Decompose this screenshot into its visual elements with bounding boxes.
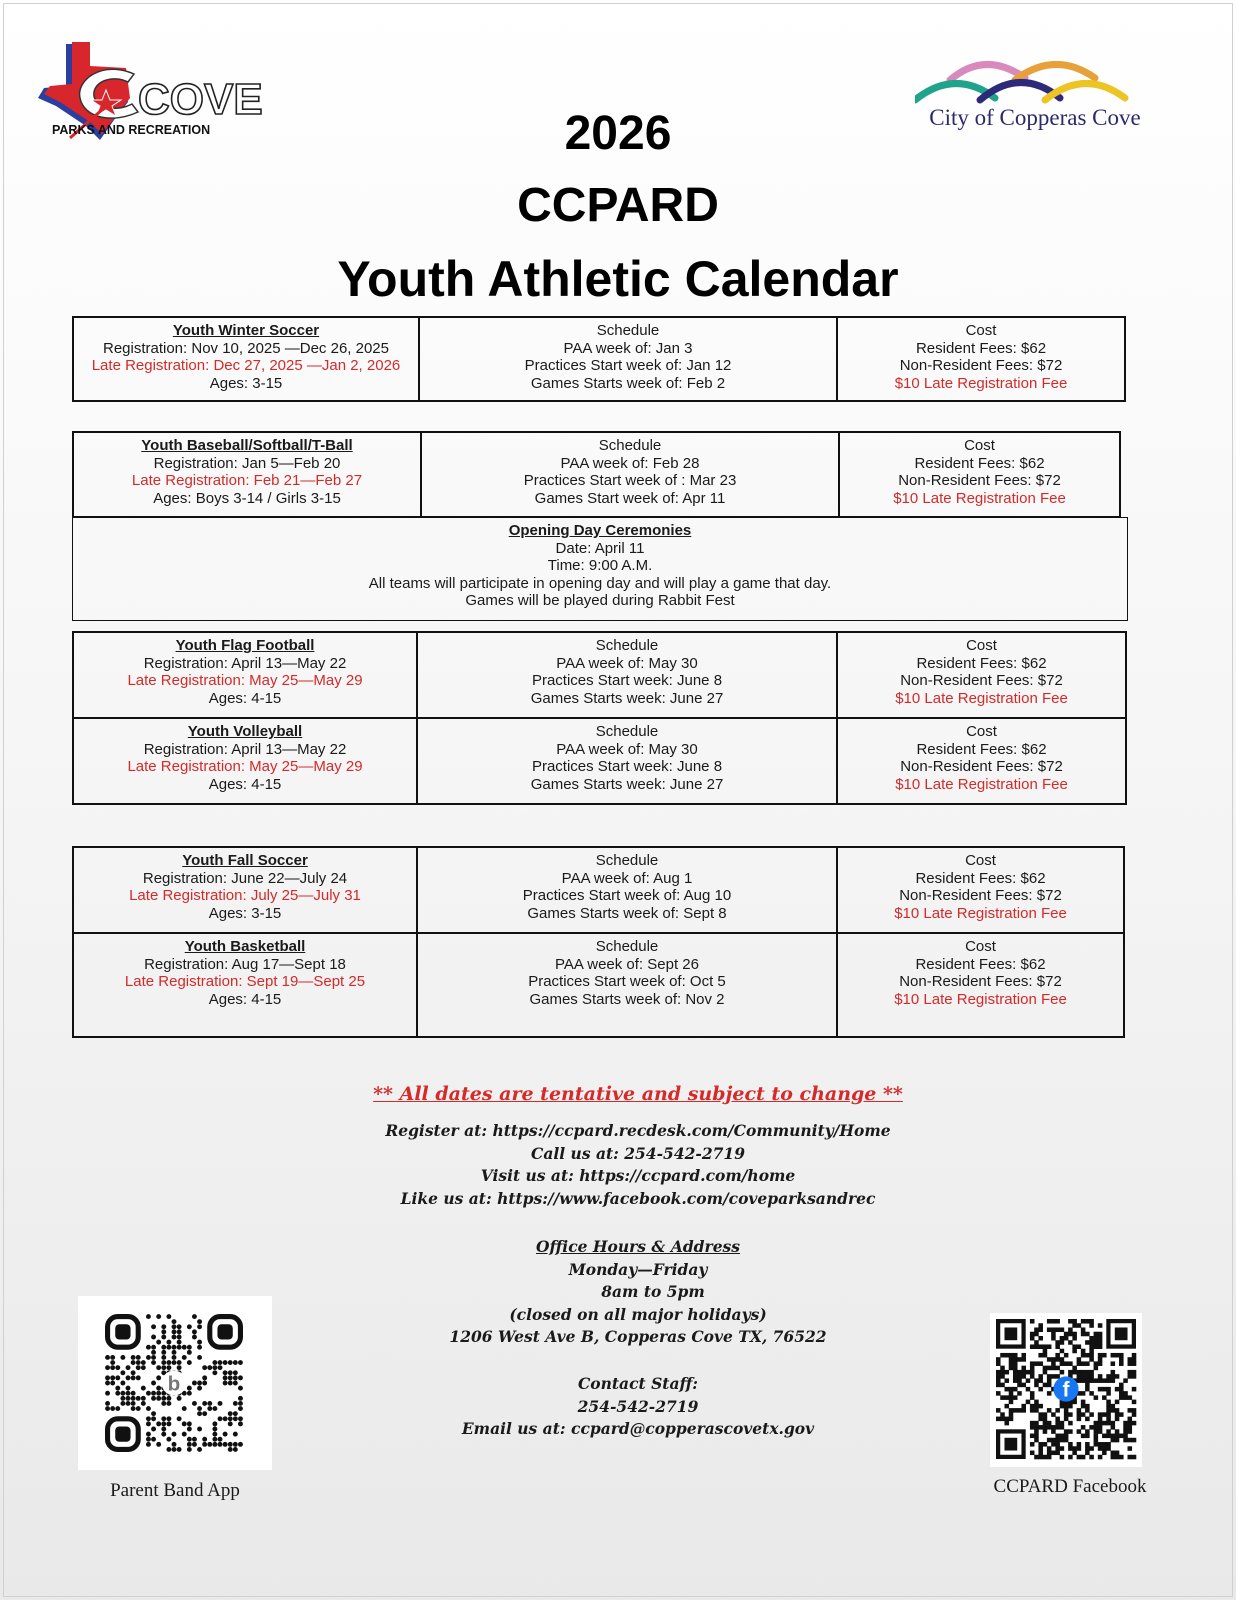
opening-day-table bbox=[72, 517, 1128, 621]
late-registration-dates: Late Registration: July 25—July 31 bbox=[129, 887, 361, 904]
schedule-practices: Practices Start week: June 8 bbox=[531, 758, 723, 775]
schedule-cell bbox=[417, 933, 837, 1037]
office-hours: 8am to 5pm bbox=[601, 1282, 705, 1301]
svg-text:b: b bbox=[167, 1372, 181, 1396]
opening-day-title: Opening Day Ceremonies bbox=[508, 522, 692, 539]
contact-heading: Contact Staff: bbox=[577, 1374, 699, 1393]
table-row bbox=[73, 432, 1120, 517]
table-row bbox=[73, 718, 1126, 804]
title-calendar: Youth Athletic Calendar bbox=[337, 251, 899, 307]
late-fee: $10 Late Registration Fee bbox=[895, 689, 1068, 707]
svg-text:PARKS AND RECREATION: PARKS AND RECREATION bbox=[52, 123, 211, 137]
late-registration-dates: Late Registration: May 25—May 29 bbox=[127, 758, 363, 775]
sport-info-cell bbox=[73, 432, 421, 517]
sport-info-cell bbox=[73, 933, 417, 1037]
schedule-practices: Practices Start week of : Mar 23 bbox=[523, 472, 737, 489]
late-registration-dates: Late Registration: Dec 27, 2025 —Jan 2, 2026 bbox=[91, 357, 401, 374]
late-registration-dates: Late Registration: May 25—May 29 bbox=[127, 672, 363, 689]
disclaimer: ** All dates are tentative and subject to change ** bbox=[373, 1083, 903, 1105]
office-address: 1206 West Ave B, Copperas Cove TX, 76522 bbox=[449, 1327, 827, 1346]
facebook-label: CCPARD Facebook bbox=[993, 1476, 1147, 1497]
schedule-header: Schedule bbox=[595, 938, 659, 955]
ages: Ages: 3-15 bbox=[208, 904, 282, 922]
sport-table-fall bbox=[72, 846, 1125, 1038]
office-days: Monday—Friday bbox=[568, 1259, 708, 1279]
resident-fee: Resident Fees: $62 bbox=[914, 454, 1045, 472]
opening-day-time: Time: 9:00 A.M. bbox=[547, 557, 653, 574]
schedule-paa: PAA week of: Sept 26 bbox=[555, 955, 699, 973]
nonresident-fee: Non-Resident Fees: $72 bbox=[898, 472, 1061, 489]
table-row bbox=[73, 847, 1124, 933]
phone-text: Call us at: 254-542-2719 bbox=[531, 1143, 745, 1163]
svg-text:f: f bbox=[1062, 1378, 1070, 1402]
schedule-cell bbox=[419, 317, 837, 401]
cost-cell bbox=[837, 933, 1124, 1037]
nonresident-fee: Non-Resident Fees: $72 bbox=[900, 758, 1063, 775]
sport-table-winter-soccer bbox=[72, 316, 1126, 402]
cost-cell bbox=[839, 432, 1120, 517]
sport-info-cell bbox=[73, 632, 417, 718]
cost-header: Cost bbox=[964, 437, 995, 454]
schedule-practices: Practices Start week of: Aug 10 bbox=[522, 887, 732, 904]
sport-table-summer bbox=[72, 631, 1127, 805]
opening-day-cell bbox=[73, 518, 1128, 621]
opening-day-date: Date: April 11 bbox=[555, 539, 645, 557]
resident-fee: Resident Fees: $62 bbox=[915, 869, 1046, 887]
cost-cell bbox=[837, 317, 1125, 401]
office-holidays: (closed on all major holidays) bbox=[509, 1304, 767, 1324]
website-link[interactable]: Visit us at: https://ccpard.com/home bbox=[480, 1166, 796, 1185]
schedule-cell bbox=[417, 718, 837, 804]
register-link[interactable]: Register at: https://ccpard.recdesk.com/Community/Home bbox=[385, 1121, 891, 1140]
schedule-paa: PAA week of: Feb 28 bbox=[560, 454, 700, 472]
schedule-paa: PAA week of: Jan 3 bbox=[563, 339, 693, 357]
sport-table-baseball bbox=[72, 431, 1121, 518]
schedule-header: Schedule bbox=[595, 723, 659, 740]
sport-info-cell bbox=[73, 718, 417, 804]
cost-header: Cost bbox=[965, 938, 996, 955]
schedule-games: Games Starts week of: Feb 2 bbox=[530, 374, 726, 392]
schedule-paa: PAA week of: May 30 bbox=[556, 740, 698, 758]
schedule-games: Games Starts week of: Nov 2 bbox=[529, 990, 725, 1008]
title-org: CCPARD bbox=[517, 179, 719, 232]
registration-dates: Registration: Aug 17—Sept 18 bbox=[144, 955, 346, 973]
sport-info-cell bbox=[73, 847, 417, 933]
ages: Ages: 4-15 bbox=[208, 689, 282, 707]
schedule-games: Games Start week of: Apr 11 bbox=[534, 489, 726, 507]
band-app-label: Parent Band App bbox=[110, 1480, 240, 1501]
schedule-cell bbox=[417, 847, 837, 933]
cost-cell bbox=[837, 632, 1126, 718]
email-link[interactable]: Email us at: ccpard@copperascovetx.gov bbox=[461, 1419, 815, 1438]
schedule-header: Schedule bbox=[595, 852, 659, 869]
nonresident-fee: Non-Resident Fees: $72 bbox=[900, 672, 1063, 689]
nonresident-fee: Non-Resident Fees: $72 bbox=[899, 973, 1062, 990]
opening-day-note: All teams will participate in opening day and will play a game that day. bbox=[368, 574, 832, 592]
registration-dates: Registration: Jan 5—Feb 20 bbox=[153, 454, 341, 472]
late-fee: $10 Late Registration Fee bbox=[894, 990, 1067, 1008]
late-registration-dates: Late Registration: Feb 21—Feb 27 bbox=[131, 472, 363, 489]
table-row bbox=[73, 933, 1124, 1037]
sport-info-cell bbox=[73, 317, 419, 401]
ages: Ages: 4-15 bbox=[208, 990, 282, 1008]
nonresident-fee: Non-Resident Fees: $72 bbox=[899, 887, 1062, 904]
resident-fee: Resident Fees: $62 bbox=[916, 654, 1047, 672]
nonresident-fee: Non-Resident Fees: $72 bbox=[899, 357, 1063, 374]
late-fee: $10 Late Registration Fee bbox=[894, 904, 1067, 922]
schedule-paa: PAA week of: Aug 1 bbox=[561, 869, 693, 887]
arches-icon bbox=[915, 50, 1155, 110]
facebook-link[interactable]: Like us at: https://www.facebook.com/coveparksandrec bbox=[400, 1188, 876, 1208]
schedule-practices: Practices Start week of: Jan 12 bbox=[524, 357, 732, 374]
resident-fee: Resident Fees: $62 bbox=[915, 955, 1046, 973]
band-app-qr-code[interactable] bbox=[78, 1296, 272, 1470]
table-row bbox=[73, 632, 1126, 718]
sport-name: Youth Winter Soccer bbox=[172, 322, 320, 339]
facebook-qr-code[interactable] bbox=[990, 1313, 1142, 1467]
registration-dates: Registration: June 22—July 24 bbox=[142, 869, 348, 887]
schedule-header: Schedule bbox=[595, 637, 659, 654]
opening-day-note: Games will be played during Rabbit Fest bbox=[465, 592, 735, 609]
schedule-games: Games Starts week: June 27 bbox=[530, 689, 724, 707]
sport-name: Youth Volleyball bbox=[187, 723, 303, 740]
table-row bbox=[73, 518, 1128, 621]
cost-header: Cost bbox=[966, 637, 997, 654]
sport-name: Youth Fall Soccer bbox=[182, 852, 308, 869]
sport-name: Youth Flag Football bbox=[175, 637, 315, 654]
ages: Ages: Boys 3-14 / Girls 3-15 bbox=[153, 489, 341, 507]
cost-cell bbox=[837, 847, 1124, 933]
svg-text:COVE: COVE bbox=[138, 75, 263, 124]
ages: Ages: 3-15 bbox=[209, 374, 283, 392]
registration-dates: Registration: April 13—May 22 bbox=[143, 740, 347, 758]
sport-name: Youth Basketball bbox=[184, 938, 306, 955]
registration-dates: Registration: April 13—May 22 bbox=[143, 654, 347, 672]
cost-header: Cost bbox=[965, 852, 996, 869]
sport-name: Youth Baseball/Softball/T-Ball bbox=[141, 437, 353, 454]
late-fee: $10 Late Registration Fee bbox=[894, 374, 1068, 392]
contact-phone: 254-542-2719 bbox=[577, 1396, 699, 1416]
schedule-practices: Practices Start week: June 8 bbox=[531, 672, 723, 689]
schedule-cell bbox=[421, 432, 839, 517]
cost-cell bbox=[837, 718, 1126, 804]
city-name: City of Copperas Cove bbox=[929, 105, 1141, 130]
table-row bbox=[73, 317, 1125, 401]
schedule-games: Games Starts week: June 27 bbox=[530, 775, 724, 793]
registration-dates: Registration: Nov 10, 2025 —Dec 26, 2025 bbox=[102, 339, 389, 357]
late-registration-dates: Late Registration: Sept 19—Sept 25 bbox=[124, 973, 366, 990]
cost-header: Cost bbox=[966, 723, 997, 740]
late-fee: $10 Late Registration Fee bbox=[893, 489, 1066, 507]
resident-fee: Resident Fees: $62 bbox=[916, 740, 1047, 758]
schedule-games: Games Starts week of: Sept 8 bbox=[527, 904, 727, 922]
office-heading: Office Hours & Address bbox=[535, 1237, 741, 1256]
qr-code-icon bbox=[990, 1313, 1142, 1467]
title-year: 2026 bbox=[564, 107, 672, 160]
ages: Ages: 4-15 bbox=[208, 775, 282, 793]
qr-code-icon bbox=[78, 1296, 272, 1470]
resident-fee: Resident Fees: $62 bbox=[915, 339, 1047, 357]
schedule-paa: PAA week of: May 30 bbox=[556, 654, 698, 672]
schedule-header: Schedule bbox=[596, 322, 660, 339]
schedule-header: Schedule bbox=[598, 437, 662, 454]
schedule-practices: Practices Start week of: Oct 5 bbox=[528, 973, 726, 990]
schedule-cell bbox=[417, 632, 837, 718]
late-fee: $10 Late Registration Fee bbox=[895, 775, 1068, 793]
contact-info bbox=[0, 1120, 1236, 1210]
cost-header: Cost bbox=[965, 322, 997, 339]
